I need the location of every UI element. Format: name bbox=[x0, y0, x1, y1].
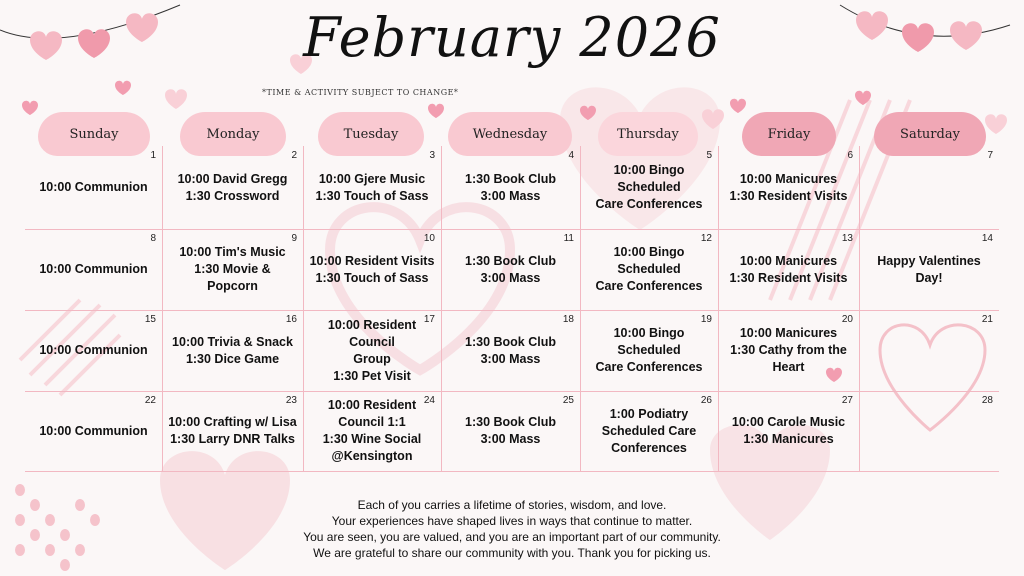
page-subtitle: *TIME & ACTIVITY SUBJECT TO CHANGE* bbox=[262, 88, 459, 97]
day-number: 13 bbox=[841, 233, 853, 244]
day-events: 1:30 Book Club 3:00 Mass bbox=[465, 334, 556, 366]
calendar-day-cell bbox=[859, 146, 999, 229]
day-events: 10:00 Resident Council Group 1:30 Pet Visit bbox=[327, 317, 417, 383]
day-header-tuesday: Tuesday bbox=[318, 112, 424, 156]
grid-divider bbox=[303, 146, 304, 471]
day-events: 1:00 Podiatry Scheduled Care Conferences bbox=[601, 406, 697, 455]
day-events: Happy Valentines Day! bbox=[877, 253, 981, 285]
footer-line: We are grateful to share our community with you. Thank you for picking us. bbox=[313, 546, 711, 560]
day-number: 9 bbox=[291, 233, 297, 244]
day-number: 7 bbox=[987, 150, 993, 161]
day-number: 3 bbox=[429, 150, 435, 161]
day-number: 11 bbox=[563, 233, 574, 244]
calendar-day-cell bbox=[162, 146, 303, 229]
grid-divider bbox=[580, 146, 581, 471]
day-header-monday: Monday bbox=[180, 112, 286, 156]
calendar-day-cell bbox=[162, 391, 303, 471]
calendar-day-cell bbox=[441, 146, 580, 229]
day-number: 12 bbox=[700, 233, 712, 244]
calendar-day-cell bbox=[580, 146, 718, 229]
day-number: 4 bbox=[568, 150, 574, 161]
day-events: 10:00 Tim's Music 1:30 Movie & Popcorn bbox=[179, 245, 286, 293]
day-number: 27 bbox=[841, 395, 853, 406]
calendar-day-cell bbox=[303, 146, 441, 229]
grid-divider bbox=[441, 146, 442, 471]
calendar-day-cell bbox=[580, 310, 718, 391]
calendar-day-cell bbox=[580, 229, 718, 310]
day-events: 10:00 Gjere Music 1:30 Touch of Sass bbox=[315, 171, 429, 203]
day-number: 10 bbox=[423, 233, 435, 244]
day-events: 10:00 Trivia & Snack 1:30 Dice Game bbox=[172, 334, 293, 366]
grid-divider bbox=[25, 310, 999, 311]
grid-divider bbox=[718, 146, 719, 471]
grid-divider bbox=[859, 146, 860, 471]
day-events: 1:30 Book Club 3:00 Mass bbox=[465, 171, 556, 203]
page-title: February 2026 bbox=[303, 6, 721, 69]
footer-line: Each of you carries a lifetime of stories, wisdom, and love. bbox=[357, 498, 667, 512]
day-number: 23 bbox=[285, 395, 297, 406]
day-number: 22 bbox=[144, 395, 156, 406]
calendar-day-cell bbox=[303, 310, 441, 391]
day-number: 25 bbox=[562, 395, 574, 406]
calendar-day-cell bbox=[859, 310, 999, 391]
heart-icon bbox=[115, 81, 131, 95]
footer-message bbox=[0, 497, 1024, 561]
calendar-day-cell bbox=[718, 310, 859, 391]
calendar-day-cell bbox=[303, 391, 441, 471]
calendar-day-cell bbox=[162, 310, 303, 391]
heart-icon bbox=[22, 101, 38, 115]
day-number: 16 bbox=[285, 314, 297, 325]
day-number: 6 bbox=[847, 150, 853, 161]
day-number: 14 bbox=[981, 233, 993, 244]
footer-line: You are seen, you are valued, and you are an important part of our community. bbox=[303, 530, 721, 544]
day-events: 10:00 Manicures 1:30 Resident Visits bbox=[729, 171, 848, 203]
day-header-saturday: Saturday bbox=[874, 112, 986, 156]
calendar-day-cell bbox=[441, 310, 580, 391]
day-number: 18 bbox=[562, 314, 574, 325]
day-events: 10:00 Bingo Scheduled Care Conferences bbox=[595, 163, 703, 211]
day-events: 10:00 Communion bbox=[39, 343, 148, 357]
calendar-day-cell bbox=[25, 310, 162, 391]
grid-divider bbox=[162, 146, 163, 471]
heart-icon bbox=[428, 104, 444, 118]
day-number: 1 bbox=[150, 150, 156, 161]
calendar-day-cell bbox=[441, 391, 580, 471]
calendar-day-cell bbox=[25, 391, 162, 471]
day-number: 19 bbox=[700, 314, 712, 325]
calendar-day-cell bbox=[25, 229, 162, 310]
calendar-day-cell bbox=[441, 229, 580, 310]
day-events: 10:00 Bingo Scheduled Care Conferences bbox=[595, 326, 703, 374]
grid-divider bbox=[25, 471, 999, 472]
calendar-day-cell bbox=[718, 146, 859, 229]
day-events: 10:00 Crafting w/ Lisa 1:30 Larry DNR Talks bbox=[168, 415, 297, 446]
day-number: 20 bbox=[841, 314, 853, 325]
day-header-friday: Friday bbox=[742, 112, 836, 156]
calendar-day-cell bbox=[580, 391, 718, 471]
grid-divider bbox=[25, 391, 999, 392]
day-header-wednesday: Wednesday bbox=[448, 112, 572, 156]
grid-divider bbox=[25, 229, 999, 230]
footer-line: Your experiences have shaped lives in ways that continue to matter. bbox=[331, 514, 693, 528]
day-number: 5 bbox=[706, 150, 712, 161]
day-events: 1:30 Book Club 3:00 Mass bbox=[465, 253, 556, 285]
day-header-sunday: Sunday bbox=[38, 112, 150, 156]
day-events: 10:00 Manicures 1:30 Resident Visits bbox=[729, 253, 848, 285]
day-events: 10:00 David Gregg 1:30 Crossword bbox=[177, 171, 288, 203]
day-number: 15 bbox=[144, 314, 156, 325]
day-number: 2 bbox=[291, 150, 297, 161]
day-events: 10:00 Bingo Scheduled Care Conferences bbox=[595, 245, 703, 293]
day-number: 21 bbox=[981, 314, 993, 325]
calendar-grid bbox=[25, 146, 999, 471]
day-number: 28 bbox=[981, 395, 993, 406]
day-number: 17 bbox=[423, 314, 435, 325]
calendar-day-cell bbox=[25, 146, 162, 229]
calendar-day-cell bbox=[859, 229, 999, 310]
day-events: 10:00 Resident Visits 1:30 Touch of Sass bbox=[309, 253, 435, 285]
calendar-day-cell bbox=[162, 229, 303, 310]
day-events: 10:00 Manicures 1:30 Cathy from the Heart bbox=[730, 326, 847, 374]
day-events bbox=[861, 391, 997, 471]
calendar-day-cell bbox=[859, 391, 999, 471]
day-events bbox=[861, 310, 997, 391]
calendar-day-cell bbox=[718, 229, 859, 310]
heart-icon bbox=[985, 114, 1007, 134]
day-events bbox=[861, 146, 997, 229]
day-number: 24 bbox=[423, 395, 435, 406]
day-number: 26 bbox=[700, 395, 712, 406]
heart-icon bbox=[730, 99, 746, 113]
calendar-day-cell bbox=[303, 229, 441, 310]
day-events: 1:30 Book Club 3:00 Mass bbox=[465, 415, 556, 446]
day-header-thursday: Thursday bbox=[598, 112, 698, 156]
day-events: 10:00 Communion bbox=[39, 262, 148, 276]
day-number: 8 bbox=[150, 233, 156, 244]
heart-icon bbox=[165, 89, 187, 109]
day-events: 10:00 Resident Council 1:1 1:30 Wine Social @Kensington bbox=[322, 398, 422, 463]
day-events: 10:00 Communion bbox=[39, 180, 148, 194]
day-events: 10:00 Communion bbox=[39, 423, 148, 438]
calendar-day-cell bbox=[718, 391, 859, 471]
day-events: 10:00 Carole Music 1:30 Manicures bbox=[731, 415, 846, 446]
